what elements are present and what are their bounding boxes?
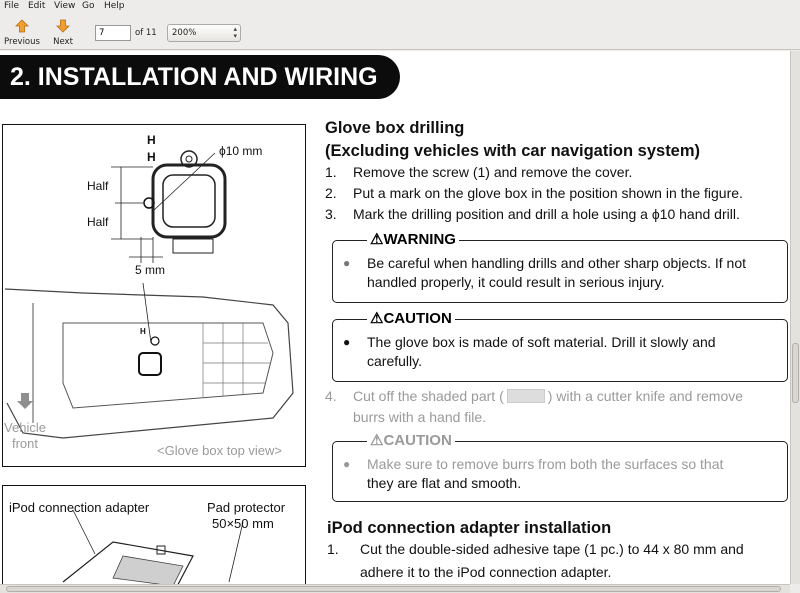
spin-arrows-icon: ▴ ▾ [233, 25, 237, 40]
page-count: of 11 [135, 28, 157, 38]
scroll-corner [790, 584, 800, 593]
step4-line2: burrs with a hand file. [353, 409, 487, 425]
bullet-icon: ● [343, 457, 351, 471]
vertical-scroll-thumb[interactable] [792, 343, 799, 403]
caution2-line2: they are flat and smooth. [367, 475, 522, 491]
menu-view[interactable]: View [54, 1, 76, 11]
menu-help[interactable]: Help [104, 1, 125, 11]
caution2-line1: Make sure to remove burrs from both the surfaces so that [367, 456, 724, 472]
front-label: front [11, 436, 38, 451]
warning-title: ⚠WARNING [367, 230, 459, 248]
horizontal-scrollbar[interactable] [0, 584, 790, 593]
zoom-value: 200% [172, 28, 197, 38]
previous-button[interactable] [2, 18, 42, 48]
menu-bar [0, 0, 800, 14]
hole-diameter-label: ϕ10 mm [219, 144, 263, 158]
step4-line1 [353, 388, 743, 404]
previous-label: Previous [4, 37, 40, 47]
pad-protector-label: Pad protector [207, 500, 286, 515]
h-mark-top: H [147, 133, 156, 147]
step2-text: Put a mark on the glove box in the position shown in the figure. [353, 185, 743, 201]
step4-number: 4. [325, 388, 337, 404]
caution-box-1 [332, 310, 788, 382]
vehicle-label: Vehicle [4, 420, 46, 435]
ipod-step1-number: 1. [327, 541, 339, 557]
ipod-step1-line2: adhere it to the iPod connection adapter. [360, 564, 612, 580]
half-top-label: Half [87, 179, 109, 193]
caution-title-2: ⚠CAUTION [367, 431, 455, 449]
bullet-icon: ● [343, 256, 351, 270]
half-bottom-label: Half [87, 215, 109, 229]
step4-text-a: Cut off the shaded part ( [353, 388, 504, 404]
shaded-part-swatch [507, 389, 545, 403]
zoom-select[interactable] [167, 24, 241, 42]
glove-box-top-view-figure [2, 283, 306, 467]
next-label: Next [53, 37, 73, 47]
menu-file[interactable]: File [4, 1, 20, 11]
step2-number: 2. [325, 185, 337, 201]
up-arrow-icon [15, 19, 29, 33]
adapter-figure [2, 485, 306, 584]
five-mm-label: 5 mm [135, 263, 165, 277]
glove-subheading: (Excluding vehicles with car navigation system) [325, 142, 701, 160]
top-view-label: <Glove box top view> [157, 443, 283, 458]
caution-title-1: ⚠CAUTION [367, 309, 455, 327]
ipod-heading: iPod connection adapter installation [327, 519, 612, 537]
step3-number: 3. [325, 206, 337, 222]
horizontal-scroll-thumb[interactable] [6, 586, 781, 592]
step3-text: Mark the drilling position and drill a hole using a ϕ10 hand drill. [353, 206, 740, 222]
menu-go[interactable]: Go [82, 1, 95, 11]
caution1-line1: The glove box is made of soft material. Drill it slowly and [367, 334, 716, 350]
page-number-input[interactable]: 7 [95, 25, 131, 41]
section-title: 2. INSTALLATION AND WIRING [0, 55, 400, 99]
glove-box-outline-drawing [3, 283, 305, 465]
caution1-line2: carefully. [367, 353, 422, 369]
caution-box-2 [332, 432, 788, 502]
menu-edit[interactable]: Edit [28, 1, 46, 11]
drilling-figure [2, 124, 306, 284]
h-mark-bottom: H [147, 150, 156, 164]
ipod-adapter-label: iPod connection adapter [9, 500, 150, 515]
next-button[interactable] [43, 18, 83, 48]
vertical-scrollbar[interactable] [790, 51, 800, 584]
glove-heading: Glove box drilling [325, 119, 465, 137]
warning-line2: handled properly, it could result in serious injury. [367, 274, 665, 290]
warning-line1: Be careful when handling drills and other sharp objects. If not [367, 255, 747, 271]
warning-box [332, 231, 788, 303]
step1-number: 1. [325, 164, 337, 180]
pad-size-label: 50×50 mm [212, 516, 274, 531]
down-arrow-icon [56, 19, 70, 33]
bullet-icon: ● [343, 335, 351, 349]
step4-text-b: ) with a cutter knife and remove [547, 388, 744, 404]
ipod-step1-line1: Cut the double-sided adhesive tape (1 pc.) to 44 x 80 mm and [360, 541, 744, 557]
h-mark-small: H [140, 327, 146, 336]
step1-text: Remove the screw (1) and remove the cover. [353, 164, 633, 180]
document-view[interactable] [0, 51, 790, 584]
